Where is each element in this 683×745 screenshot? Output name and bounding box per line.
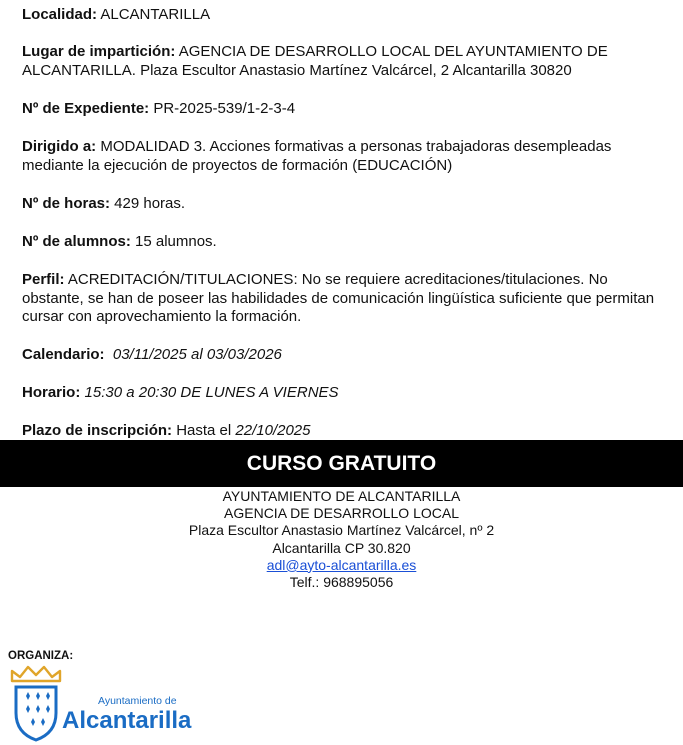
field-lugar	[22, 43, 667, 80]
field-value: 15 alumnos.	[135, 233, 217, 250]
field-label: Calendario:	[22, 346, 105, 363]
field-expediente	[22, 100, 667, 119]
organiza-label: ORGANIZA:	[8, 650, 74, 662]
field-value: 15:30 a 20:30 DE LUNES A VIERNES	[84, 384, 339, 401]
contact-line: AYUNTAMIENTO DE ALCANTARILLA	[222, 488, 461, 504]
field-label: Lugar de impartición:	[22, 43, 176, 60]
field-label: Perfil:	[22, 271, 65, 288]
contact-line: AGENCIA DE DESARROLLO LOCAL	[224, 505, 459, 522]
field-label: Nº de Expediente:	[22, 100, 150, 117]
field-value: AGENCIA DE DESARROLLO LOCAL DEL AYUNTAMIENTO DE ALCANTARILLA. Plaza Escultor Anastasio Martínez Valcárcel, 2 Alcantarilla 30820	[22, 43, 608, 79]
logo-subtitle: Ayuntamiento de	[98, 695, 177, 707]
ayuntamiento-logo	[8, 663, 192, 743]
field-prefix: Hasta el	[176, 422, 232, 439]
contact-city: Alcantarilla CP 30.820	[272, 539, 411, 556]
field-plazo	[22, 422, 667, 441]
field-value: MODALIDAD 3. Acciones formativas a personas trabajadoras desempleadas mediante la ejecución de proyectos de formación (EDUCACIÓN)	[22, 138, 612, 174]
field-value: ACREDITACIÓN/TITULACIONES: No se requiere acreditaciones/titulaciones. No obstante, se han de poseer las habilidades de comunicación lingüística suficiente que permitan cursar con aprovechamiento la formación.	[22, 271, 655, 325]
field-calendario	[22, 346, 667, 365]
contact-address: Plaza Escultor Anastasio Martínez Valcárcel, nº 2	[188, 522, 495, 539]
field-label: Nº de alumnos:	[22, 233, 131, 250]
field-alumnos	[22, 233, 667, 252]
field-value: ALCANTARILLA	[100, 6, 211, 23]
field-label: Horario:	[22, 384, 81, 401]
field-value: PR-2025-539/1-2-3-4	[153, 100, 296, 117]
field-horario	[22, 384, 667, 403]
field-label: Dirigido a:	[22, 138, 97, 155]
contact-email-link[interactable]: adl@ayto-alcantarilla.es	[266, 556, 417, 573]
field-perfil	[22, 271, 667, 327]
field-value: 03/11/2025 al 03/03/2026	[112, 346, 282, 363]
field-horas	[22, 195, 667, 214]
field-label: Localidad:	[22, 6, 98, 23]
logo-title: Alcantarilla	[62, 707, 192, 734]
field-value: 22/10/2025	[235, 422, 311, 439]
contact-phone: Telf.: 968895056	[289, 574, 394, 591]
field-label: Nº de horas:	[22, 195, 110, 212]
field-label: Plazo de inscripción:	[22, 422, 173, 439]
field-dirigido	[22, 138, 667, 175]
field-value: 429 horas.	[114, 195, 186, 212]
curso-gratuito-banner: CURSO GRATUITO	[0, 440, 683, 487]
field-localidad	[22, 6, 667, 25]
coat-of-arms-icon	[8, 663, 68, 743]
contact-block	[0, 488, 683, 591]
